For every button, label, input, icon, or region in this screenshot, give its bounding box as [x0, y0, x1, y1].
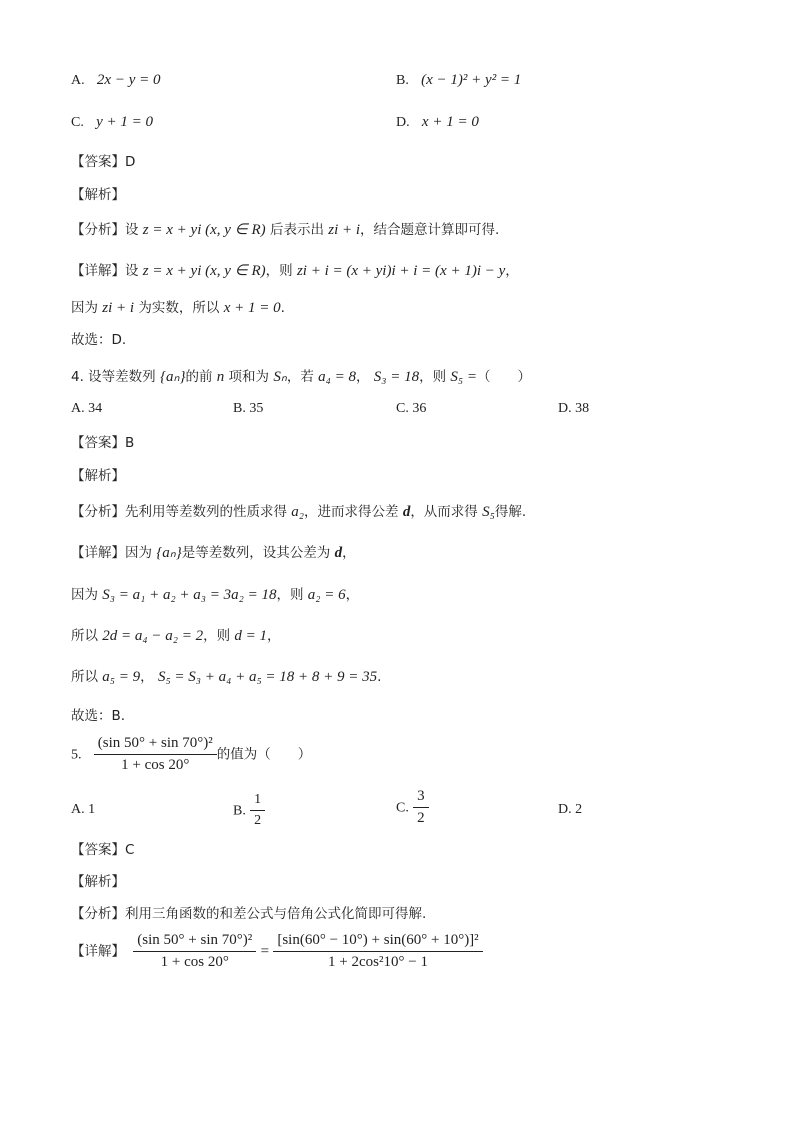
q5-option-c: C. $\frac{3}{2}$: [396, 788, 429, 827]
q5-question: 5. $\frac{\text{(sin 50° + sin 70°)²}}{1 + \cos 20^\circ}$ 的值为（ ）: [71, 735, 312, 773]
option-c-expr: y + 1 = 0: [96, 114, 154, 130]
q4-xiangjie-3: 所以 2d = a₄ − a₂ = 2，则 d = 1，: [71, 628, 281, 644]
option-b-expr: (x − 1)² + y² = 1: [421, 72, 522, 88]
q5-analysis-tag: 【解析】: [71, 874, 125, 890]
q5-fenxi: 【分析】利用三角函数的和差公式与倍角公式化简即可得解.: [71, 906, 427, 922]
q5-lhs-fraction: $\frac{\text{(sin 50° + sin 70°)²}}{1 + \cos 20^\circ}$: [133, 932, 256, 971]
q5-option-b: B. $\frac{1}{2}$: [233, 792, 265, 829]
q5-answer: 【答案】C: [71, 842, 135, 858]
q3-reason: 因为 zi + i 为实数，所以 x + 1 = 0.: [71, 300, 285, 316]
q4-option-d: D. 38: [558, 401, 590, 416]
option-c: C. y + 1 = 0: [71, 114, 154, 130]
q4-analysis-tag: 【解析】: [71, 468, 125, 484]
q3-choose: 故选：D.: [71, 332, 127, 348]
q4-fenxi: 【分析】先利用等差数列的性质求得 a₂，进而求得公差 d，从而求得 S₅得解.: [71, 504, 527, 520]
q5-xiangjie: 【详解】 $\frac{\text{(sin 50° + sin 70°)²}}{1 + \cos 20^\circ}$ = $\frac{\text{[sin(60° − 10°) + sin(60° + 10°)]²}}{\text{1 + 2cos²10° − 1}}$: [71, 932, 483, 971]
q4-xiangjie-2: 因为 S₃ = a₁ + a₂ + a₃ = 3a₂ = 18，则 a₂ = 6，: [71, 587, 360, 603]
q4-question: 4. 设等差数列 {aₙ}的前 n 项和为 Sₙ，若 a₄ = 8， S₃ = 18，则 S₅ =（ ）: [71, 369, 531, 385]
q3-fenxi: 【分析】设 z = x + yi (x, y ∈ R) 后表示出 zi + i，结合题意计算即可得.: [71, 222, 500, 238]
q3-answer: 【答案】D: [71, 154, 136, 170]
option-d: D. x + 1 = 0: [396, 114, 479, 130]
q5-fraction: $\frac{\text{(sin 50° + sin 70°)²}}{1 + \cos 20^\circ}$: [94, 735, 217, 774]
q4-option-c: C. 36: [396, 401, 427, 416]
q3-xiangjie: 【详解】设 z = x + yi (x, y ∈ R)，则 zi + i = (x + yi)i + i = (x + 1)i − y，: [71, 263, 519, 279]
option-a: A. 2x − y = 0: [71, 72, 161, 88]
q4-xiangjie-1: 【详解】因为 {aₙ}是等差数列，设其公差为 d，: [71, 545, 356, 561]
q4-choose: 故选：B.: [71, 708, 126, 724]
option-b: B. (x − 1)² + y² = 1: [396, 72, 522, 88]
q5-option-d: D. 2: [558, 802, 583, 817]
q3-analysis-tag: 【解析】: [71, 187, 125, 203]
q4-option-a: A. 34: [71, 401, 103, 416]
q5-rhs-fraction: $\frac{\text{[sin(60° − 10°) + sin(60° + 10°)]²}}{\text{1 + 2cos²10° − 1}}$: [273, 932, 482, 971]
q4-xiangjie-4: 所以 a₅ = 9， S₅ = S₃ + a₄ + a₅ = 18 + 8 + 9 = 35.: [71, 669, 382, 685]
q4-answer: 【答案】B: [71, 435, 135, 451]
q4-option-b: B. 35: [233, 401, 264, 416]
option-d-expr: x + 1 = 0: [421, 114, 479, 130]
q5-option-a: A. 1: [71, 802, 96, 817]
option-a-expr: 2x − y = 0: [96, 72, 161, 88]
